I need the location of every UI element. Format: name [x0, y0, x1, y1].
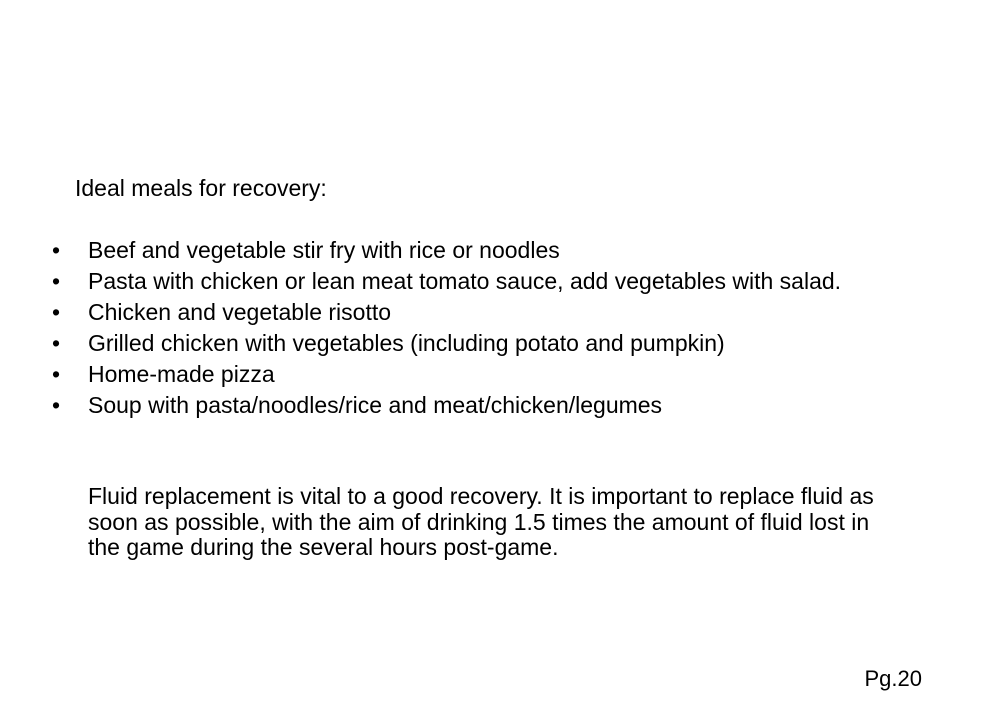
list-item-text: Pasta with chicken or lean meat tomato sauce, add vegetables with salad.: [88, 268, 842, 294]
bullet-icon: •: [52, 330, 61, 356]
list-item: [52, 362, 902, 387]
bullet-icon: •: [52, 237, 61, 263]
list-item-text: Soup with pasta/noodles/rice and meat/chicken/legumes: [88, 392, 663, 418]
list-item-text: Chicken and vegetable risotto: [88, 299, 392, 325]
bullet-icon: •: [52, 361, 61, 387]
bullet-icon: •: [52, 392, 61, 418]
list-item-text: Beef and vegetable stir fry with rice or noodles: [88, 237, 560, 263]
page-number: Pg.20: [864, 666, 922, 691]
list-item-text: Grilled chicken with vegetables (including potato and pumpkin): [88, 330, 725, 356]
meal-list: [52, 238, 902, 424]
list-item: [52, 331, 902, 356]
fluid-replacement-paragraph: Fluid replacement is vital to a good recovery. It is important to replace fluid as soon as possible, with the aim of drinking 1.5 times the amount of fluid lost in the game during the several hours post-game.: [88, 483, 874, 560]
list-item: [52, 300, 902, 325]
section-heading: Ideal meals for recovery:: [75, 175, 327, 201]
list-item-text: Home-made pizza: [88, 361, 275, 387]
bullet-icon: •: [52, 299, 61, 325]
list-item: [52, 269, 902, 294]
bullet-icon: •: [52, 268, 61, 294]
list-item: [52, 393, 902, 418]
list-item: [52, 238, 902, 263]
